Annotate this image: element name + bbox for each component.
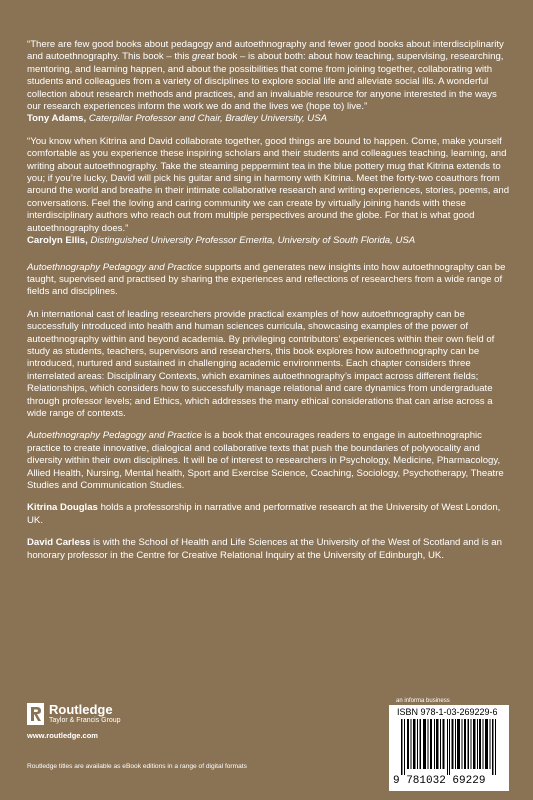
publisher-name: Routledge [49, 702, 113, 717]
isbn-barcode [389, 705, 509, 791]
quote-1: “There are few good books about pedagogy and autoethnography and fewer good books about interdisciplinarity and autoethnography. This book – this great book – is about both: about how teaching, supervising, researching, mentoring, and learning happen, and about the possibilities that come from joining together, collaborating with students and colleagues from a variety of disciplines to explore social life and alleviate social ills. A wonderful collection about research methods and practices, and an invaluable resource for anyone interested in the ways our research experiences inform the work we do and the lives we (hope to) live.” Tony Adams, Caterpillar Professor and Chair, Bradley University, USA [27, 39, 504, 125]
bio-kitrina: Kitrina Douglas holds a professorship in narrative and performative research at the University of West London, UK. [27, 502, 501, 526]
barcode-icon [401, 719, 501, 775]
description-para-2: An international cast of leading researchers provide practical examples of how autoethnography can be successfully introduced into health and human sciences curricula, showcasing examples of the power of autoethnography within and beyond academia. By privileging contributors’ experiences within their own field of study as students, teachers, supervisors and researchers, this book explores how autoethnography can be introduced, nurtured and sustained in challenging academic environments. Each chapter considers three interrelated areas: Disciplinary Contexts, which examines autoethnography’s impact across different fields; Relationships, which considers how to successfully manage relational and care dynamics from undergraduate through professor levels; and Ethics, which addresses the many ethical considerations that can arise across a wide range of contexts. [27, 308, 495, 419]
barcode-digits: 9 781032 69229 [393, 775, 486, 787]
back-cover-text [27, 39, 511, 572]
routledge-logo [27, 703, 121, 725]
bio-david: David Carless is with the School of Health and Life Sciences at the University of the West of Scotland and is an honorary professor in the Centre for Creative Relational Inquiry at the University of Edinburgh, UK. [27, 537, 502, 561]
quote-2-author: Carolyn Ellis, Distinguished University Professor Emerita, University of South Florida, USA [27, 235, 416, 247]
quote-1-author: Tony Adams, Caterpillar Professor and Chair, Bradley University, USA [27, 113, 328, 125]
description-para-3: Autoethnography Pedagogy and Practice is a book that encourages readers to engage in autoethnographic practice to create innovative, dialogical and collaborative texts that push the boundaries of polyvocality and diversity within their own disciplines. It will be of interest to researchers in Psychology, Medicine, Pharmacology, Allied Health, Nursing, Mental health, Sport and Exercise Science, Coaching, Sociology, Psychotherapy, Theatre Studies and Communication Studies. [27, 430, 504, 491]
quote-2: “You know when Kitrina and David collaborate together, good things are bound to happen. Come, make yourself comfortable as you experience these inspiring scholars and their students and colleagues teaching, learning, and writing about autoethnography. Take the steaming peppermint tea in the blue pottery mug that Kitrina extends to you; if you’re lucky, David will pick his guitar and sing in harmony with Kitrina. Meet the forty-two coauthors from around the world and breathe in their intimate collaborative research and writing experiences, stories, poems, and conversations. Feel the loving and caring community we can create by virtually joining hands with these interdisciplinary authors who reach out from multiple perspectives around the globe. For that is what good autoethnography does.” Carolyn Ellis, Distinguished University Professor Emerita, University of South Florida, USA [27, 135, 510, 247]
routledge-logo-icon [27, 703, 44, 725]
publisher-group: Taylor & Francis Group [49, 717, 121, 724]
description-para-1: Autoethnography Pedagogy and Practice supports and generates new insights into how autoethnography can be taught, supervised and practised by sharing the experiences and reflections of researchers from a wide range of fields and disciplines. [27, 261, 506, 298]
ebook-note: Routledge titles are available as eBook editions in a range of digital formats [27, 763, 247, 770]
publisher-block [27, 703, 121, 740]
publisher-url[interactable]: www.routledge.com [27, 731, 98, 740]
informa-note: an informa business [396, 698, 450, 704]
isbn-label: ISBN 978-1-03-269229-6 [397, 707, 498, 717]
